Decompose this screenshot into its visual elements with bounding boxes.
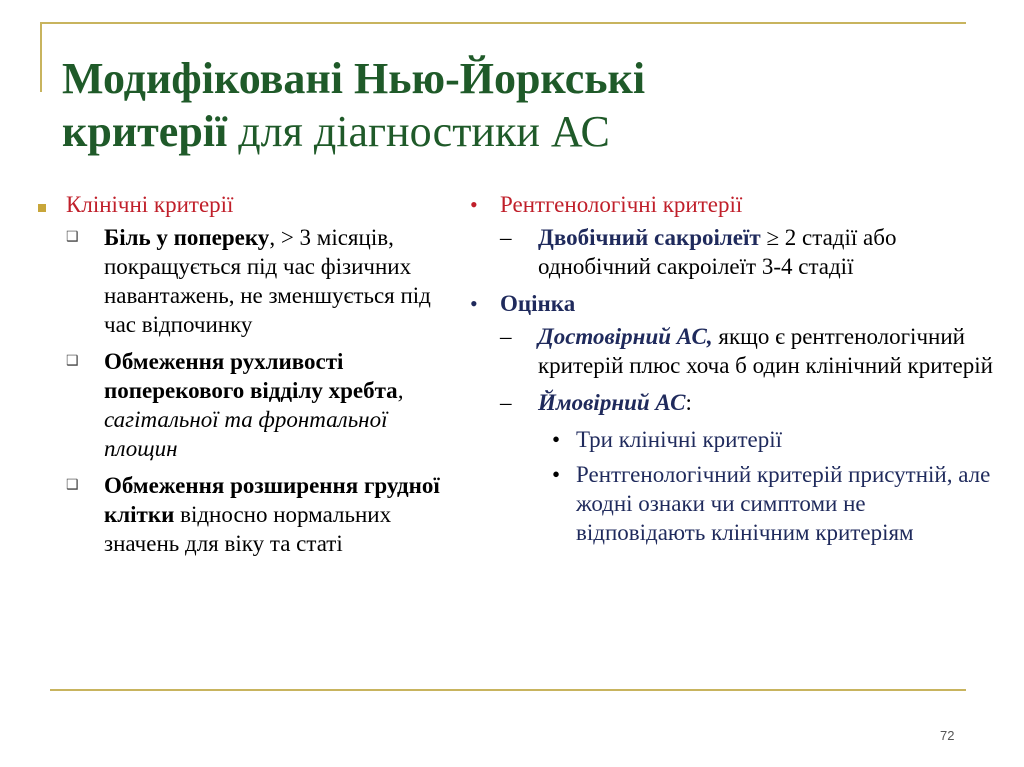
slide-title — [62, 52, 962, 158]
mobility-bold: Обмеження рухливості поперекового відділу хребта — [104, 349, 398, 403]
probable-item — [470, 388, 1000, 417]
probable-bold-italic: Ймовірний АС — [538, 390, 686, 415]
xray-heading-item — [470, 190, 1000, 219]
probable-subitem — [470, 425, 1000, 454]
square-bullet-icon — [36, 190, 46, 219]
chest-rest: відносно нормальних значень для віку та статі — [104, 502, 392, 556]
round-bullet-icon: • — [470, 192, 478, 217]
pain-rest: , > 3 місяців, покращується під час фізичних навантажень, не зменшується під час відпочинку — [104, 225, 431, 337]
clinical-item-pain — [36, 223, 446, 339]
xray-heading: Рентгенологічні критерії — [500, 192, 743, 217]
chest-bold: Обмеження розширення грудної клітки — [104, 473, 440, 527]
small-bullet-icon: • — [552, 462, 561, 487]
assessment-heading-item — [470, 289, 1000, 318]
clinical-item-mobility — [36, 347, 446, 463]
dash-bullet-icon: – — [500, 390, 512, 415]
dash-bullet-icon: – — [500, 225, 512, 250]
probable-subitem-text: Рентгенологічний критерій присутній, але жодні ознаки чи симптоми не відповідають клінічним критеріям — [576, 462, 991, 545]
xray-item — [470, 223, 1000, 281]
probable-subitem — [470, 460, 1000, 547]
frame-bottom-line — [50, 689, 966, 691]
pain-bold: Біль у попереку — [104, 225, 270, 250]
title-line-2-bold: критерії — [62, 107, 228, 156]
checkbox-bullet-icon: ❑ — [66, 478, 79, 493]
clinical-heading-item — [36, 190, 446, 219]
clinical-heading: Клінічні критерії — [66, 192, 234, 217]
frame-left-line — [40, 22, 42, 92]
definite-rest: якщо є рентгенологічний критерій плюс хоча б один клінічний критерій — [538, 324, 993, 378]
title-line-2 — [62, 105, 962, 158]
probable-subitem-text: Три клінічні критерії — [576, 427, 783, 452]
definite-bold-italic: Достовірний АС, — [538, 324, 713, 349]
title-line-1: Модифіковані Нью-Йоркські — [62, 54, 646, 103]
left-column — [36, 190, 446, 566]
frame-top-line — [40, 22, 966, 24]
checkbox-bullet-icon: ❑ — [66, 230, 79, 245]
dash-bullet-icon: – — [500, 324, 512, 349]
right-column — [470, 190, 1000, 553]
title-line-2-rest: для діагностики АС — [227, 107, 610, 156]
checkbox-bullet-icon: ❑ — [66, 354, 79, 369]
round-bullet-icon: • — [470, 291, 478, 316]
clinical-item-chest — [36, 471, 446, 558]
small-bullet-icon: • — [552, 427, 561, 452]
mobility-italic: , сагітальної та фронтальної площин — [104, 378, 404, 461]
definite-item — [470, 322, 1000, 380]
xray-bold: Двобічний сакроілеїт — [538, 225, 761, 250]
page-number: 72 — [940, 728, 955, 743]
assessment-heading: Оцінка — [500, 291, 576, 316]
xray-rest: ≥ 2 стадії або однобічний сакроілеїт 3-4 стадії — [538, 225, 897, 279]
probable-rest: : — [685, 390, 692, 415]
